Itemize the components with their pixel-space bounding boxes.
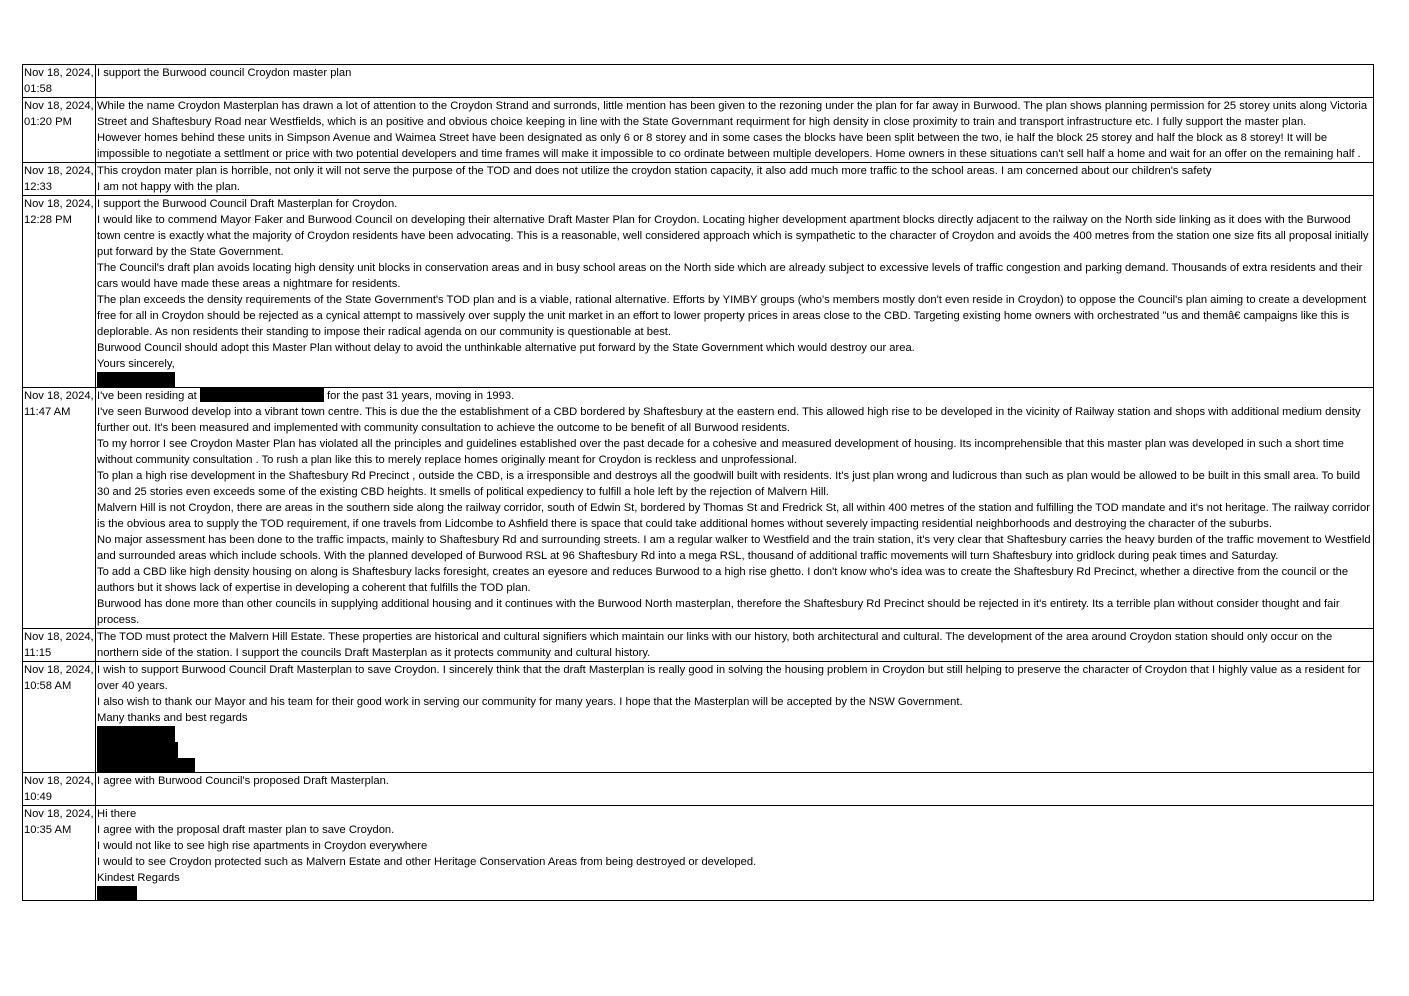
redacted-name [97,758,195,772]
table-row [23,662,1374,773]
comment-text: I've been residing at [97,390,197,402]
comment-line [97,388,1372,404]
comment-line: To add a CBD like high density housing on along is Shaftesbury lacks foresight, creates an eyesore and reduces Burwood to a high rise ghetto. I don't know who's idea was to create the Shaftesbury Rd Precinct, whether a directive from the council or the authors but it shows lack of expertise in developing a coherent that fulfills the TOD plan. [97,566,1349,594]
comment-line: The plan exceeds the density requirements of the State Government's TOD plan and is a viable, rational alternative. Efforts by YIMBY groups (who's members mostly don't even reside in Croydon) to oppose the Council's plan aiming to create a development free for all in Croydon should be rejected as a cynical attempt to massively over supply the unit market in an effort to lower property prices in areas close to the CBD. Targeting existing home owners with orchestrated "us and themâ€ campaigns like this is deplorable. As non residents their standing to impose their radical agenda on our community is questionable at best. [97,294,1367,338]
table-row [23,196,1374,388]
comment-line: I wish to support Burwood Council Draft Masterplan to save Croydon. I sincerely think that the draft Masterplan is really good in solving the housing problem in Croydon but still helping to preserve the character of Croydon that I highly value as a resident for over 40 years. [97,664,1361,692]
comment-line: I would to see Croydon protected such as Malvern Estate and other Heritage Conservation Areas from being destroyed or developed. [97,856,757,868]
comment-cell [96,196,1374,388]
comment-line: The TOD must protect the Malvern Hill Estate. These properties are historical and cultural signifiers which maintain our links with our history, both architectural and cultural. The development of the area around Croydon station should only occur on the northern side of the station. I support the councils Draft Masterplan as it protects community and cultural history. [97,631,1333,659]
submissions-table [22,64,1374,901]
redacted-name [97,726,175,742]
comment-line: I've seen Burwood develop into a vibrant town centre. This is due the the establishment of a CBD bordered by Shaftesbury at the eastern end. This allowed high rise to be developed in the vicinity of Railway station and shops with additional medium density further out. It's been measured and implemented with community consultation to achieve the outcome to be benefit of all Burwood residents. [97,406,1361,434]
comment-line: Malvern Hill is not Croydon, there are areas in the southern side along the railway corridor, south of Edwin St, bordered by Thomas St and Fredrick St, all within 400 metres of the station and fulfilling the TOD mandate and it's not heritage. The railway corridor is the obvious area to supply the TOD requirement, if one travels from Lidcombe to Ashfield there is space that could take additional homes without severely impacting residential neighborhoods and destroying the character of the suburbs. [97,502,1370,530]
date-cell: Nov 18, 2024, 11:47 AM [23,388,96,629]
comment-line: Hi there [97,808,137,820]
comment-cell [96,806,1374,901]
table-row [23,163,1374,196]
redacted-name [97,372,175,387]
redacted-name [97,886,137,900]
comment-line: Yours sincerely, [97,358,175,370]
comment-cell [96,98,1374,163]
table-row [23,629,1374,662]
comment-line: Burwood Council should adopt this Master Plan without delay to avoid the unthinkable alternative put forward by the State Government which would destroy our area. [97,342,915,354]
comment-line: I support the Burwood council Croydon master plan [97,67,352,79]
comment-cell [96,388,1374,629]
table-row [23,773,1374,806]
comment-line: I also wish to thank our Mayor and his team for their good work in serving our community for many years. I hope that the Masterplan will be accepted by the NSW Government. [97,696,963,708]
comment-line: Burwood has done more than other councils in supplying additional housing and it continues with the Burwood North masterplan, therefore the Shaftesbury Rd Precinct should be rejected in it's entirety. Its a terrible plan without consider thought and fair process. [97,598,1340,626]
redacted-address [200,388,324,402]
comment-cell [96,662,1374,773]
comment-line: This croydon mater plan is horrible, not only it will not serve the purpose of the TOD and does not utilize the croydon station capacity, it also add much more traffic to the school areas. I am concerned about our children's safety [97,165,1212,177]
redacted-name [97,742,178,758]
date-cell: Nov 18, 2024, 10:49 [23,773,96,806]
comment-cell [96,65,1374,98]
table-row [23,98,1374,163]
comment-cell [96,773,1374,806]
table-row [23,806,1374,901]
date-cell: Nov 18, 2024, 11:15 [23,629,96,662]
date-cell: Nov 18, 2024, 12:28 PM [23,196,96,388]
comment-line: Many thanks and best regards [97,712,248,724]
comment-line: I support the Burwood Council Draft Masterplan for Croydon. [97,198,398,210]
comment-line: While the name Croydon Masterplan has drawn a lot of attention to the Croydon Strand and surronds, little mention has been given to the rezoning under the plan for far away in Burwood. The plan shows planning permission for 25 storey units along Victoria Street and Shaftesbury Road near Westfields, which is an positive and obvious choice keeping in line with the State Governmant requirment for high density in close proximity to train and transport infrastructure etc. I fully support the master plan. [97,100,1368,128]
comment-line: To my horror I see Croydon Master Plan has violated all the principles and guidelines established over the past decade for a cohesive and measured development of housing. Its incomprehensible that this master plan was developed in such a short time without community consultation . To rush a plan like this to merely replace homes originally meant for Croydon is reckless and unprofessional. [97,438,1344,466]
date-cell: Nov 18, 2024, 10:58 AM [23,662,96,773]
comment-line: Kindest Regards [97,872,180,884]
comment-line: I am not happy with the plan. [97,181,241,193]
comment-line: No major assessment has been done to the traffic impacts, mainly to Shaftesbury Rd and surrounding streets. I am a regular walker to Westfield and the train station, it's very clear that Shaftesbury carries the heavy burden of the traffic movement to Westfield and surrounded areas which include schools. With the planned developed of Burwood RSL at 96 Shaftesbury Rd into a mega RSL, thousand of additional traffic movements will turn Shaftesbury into gridlock during peak times and Saturday. [97,534,1371,562]
date-cell: Nov 18, 2024, 10:35 AM [23,806,96,901]
comment-line: However homes behind these units in Simpson Avenue and Waimea Street have been designated as only 6 or 8 storey and in some cases the blocks have been split between the two, ie half the block 25 storey and half the block as 8 storey! It will be impossible to negotiate a settlment or price with two potential developers and time frames will make it impossible to co ordinate between multiple developers. Home owners in these situations can't sell half a home and wait for an offer on the remaining half . [97,132,1361,160]
date-cell: Nov 18, 2024, 01:58 [23,65,96,98]
table-row [23,65,1374,98]
comment-cell [96,163,1374,196]
comment-line: To plan a high rise development in the Shaftesbury Rd Precinct , outside the CBD, is a irresponsible and destroys all the goodwill built with residents. It's just plan wrong and ludicrous than such as plan would be allowed to be built in this small area. To build 30 and 25 stories even exceeds some of the existing CBD heights. It smells of political expediency to fulfill a hole left by the rejection of Malvern Hill. [97,470,1361,498]
comment-line: I would not like to see high rise apartments in Croydon everywhere [97,840,428,852]
date-cell: Nov 18, 2024, 12:33 [23,163,96,196]
comment-line: The Council's draft plan avoids locating high density unit blocks in conservation areas and in busy school areas on the North side which are already subject to excessive levels of traffic congestion and parking demand. Thousands of extra residents and their cars would have made these areas a nightmare for residents. [97,262,1363,290]
comment-line: I agree with Burwood Council's proposed Draft Masterplan. [97,775,389,787]
comment-cell [96,629,1374,662]
comment-text: for the past 31 years, moving in 1993. [327,390,515,402]
comment-line: I agree with the proposal draft master plan to save Croydon. [97,824,395,836]
date-cell: Nov 18, 2024, 01:20 PM [23,98,96,163]
table-row [23,388,1374,629]
comment-line: I would like to commend Mayor Faker and Burwood Council on developing their alternative Draft Master Plan for Croydon. Locating higher development apartment blocks directly adjacent to the railway on the North side linking as it does with the Burwood town centre is exactly what the majority of Croydon residents have been advocating. This is a reasonable, well considered approach which is sympathetic to the character of Croydon and avoids the 400 metres from the station one size fits all proposal initially put forward by the State Government. [97,214,1369,258]
